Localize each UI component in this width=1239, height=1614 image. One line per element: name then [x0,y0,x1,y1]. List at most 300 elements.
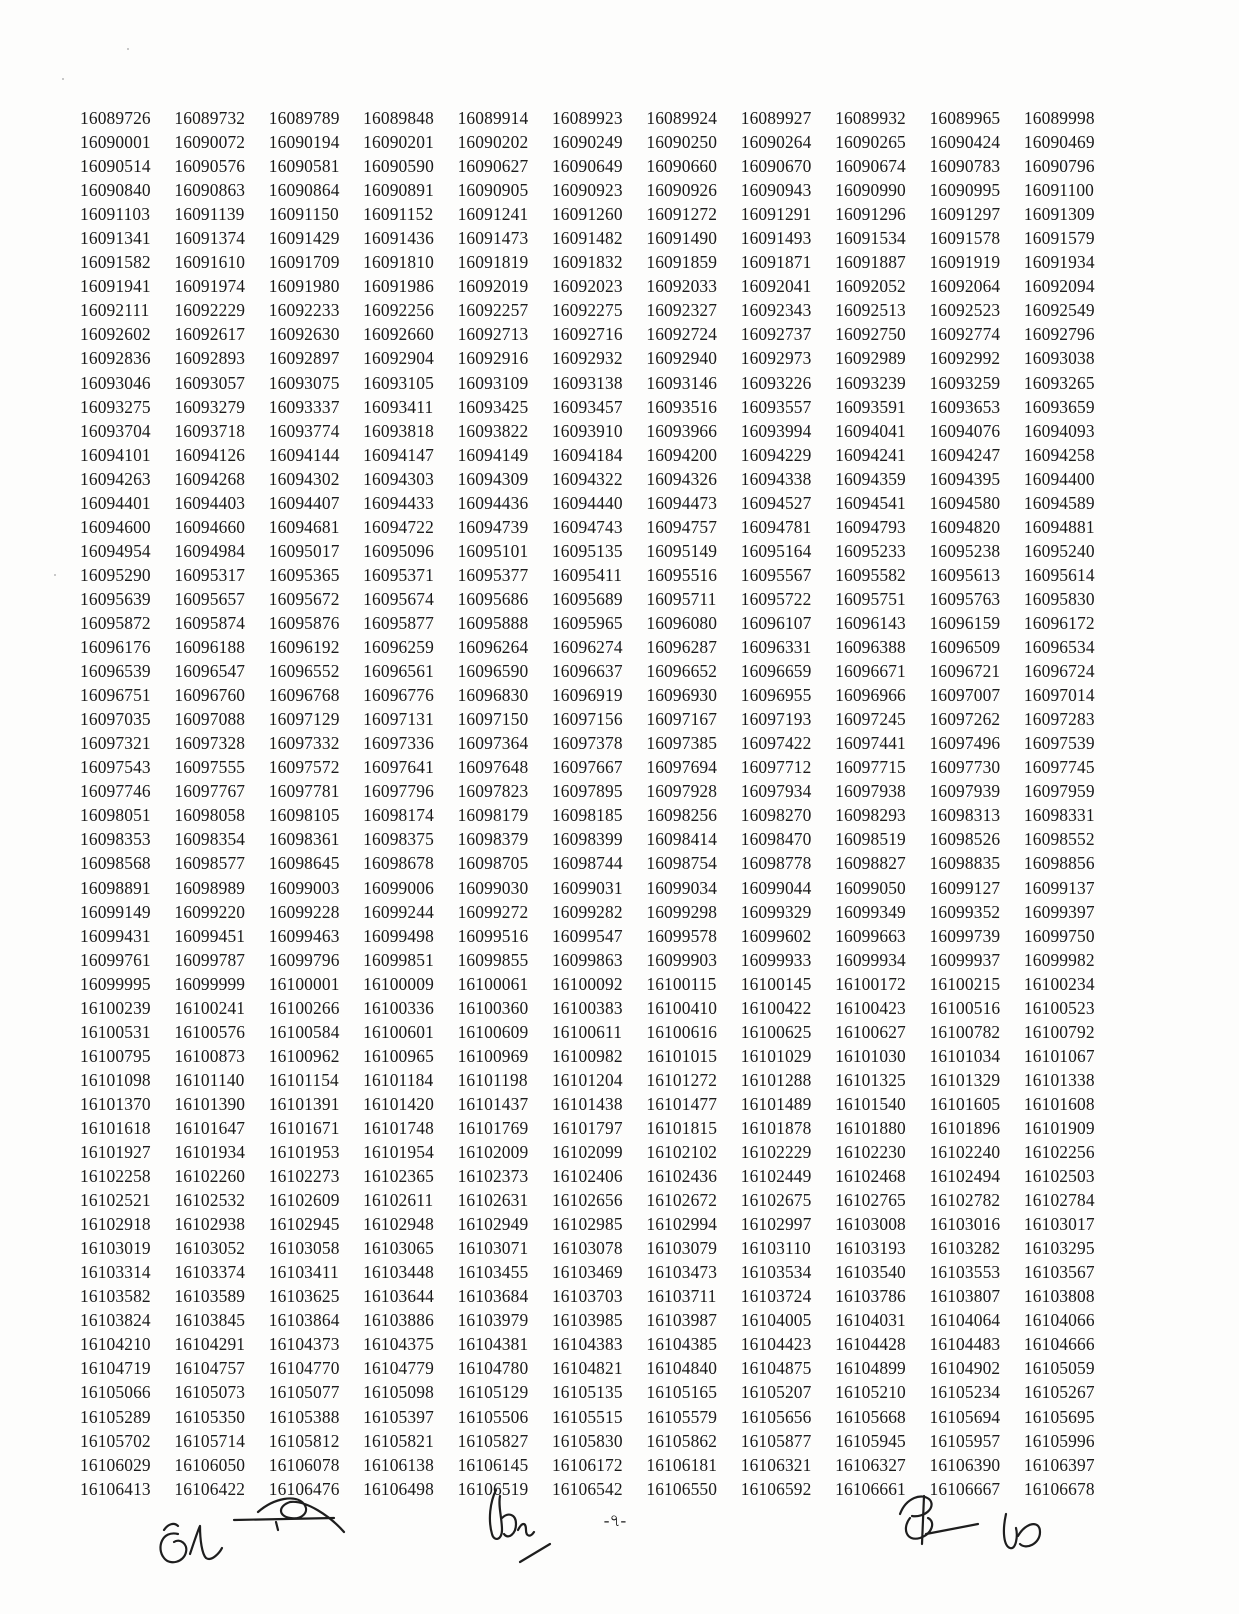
roll-number: 16092897 [268,348,340,369]
roll-number: 16095135 [551,540,623,561]
roll-number: 16104779 [363,1358,434,1379]
roll-number: 16092256 [363,300,434,321]
roll-number: 16095233 [835,540,906,561]
roll-number: 16091578 [929,228,1001,249]
roll-number: 16102099 [551,1142,623,1163]
roll-number: 16094722 [363,516,434,537]
roll-number: 16092602 [80,324,151,345]
roll-number: 16100584 [268,1021,340,1042]
roll-number: 16093910 [551,420,623,441]
roll-number: 16102436 [646,1166,718,1187]
roll-number: 16091941 [80,276,151,297]
roll-number: 16102260 [174,1166,246,1187]
roll-number: 16099750 [1023,925,1095,946]
roll-number: 16100215 [929,973,1001,994]
roll-number: 16106413 [80,1478,151,1499]
roll-number: 16105515 [551,1406,623,1427]
roll-number: 16106667 [929,1478,1001,1499]
roll-number: 16095149 [646,540,718,561]
roll-number: 16103684 [457,1286,529,1307]
roll-number: 16103314 [80,1262,151,1283]
roll-number: 16091534 [835,228,906,249]
roll-number: 16100792 [1023,1021,1095,1042]
scan-speck [54,574,56,576]
roll-number: 16095017 [268,540,340,561]
roll-number: 16089848 [363,108,434,128]
roll-number: 16099982 [1023,949,1095,970]
roll-number: 16095290 [80,564,151,585]
roll-number: 16097959 [1023,781,1095,802]
roll-number: 16095377 [457,564,529,585]
roll-number: 16101880 [835,1117,906,1138]
roll-number: 16103052 [174,1238,246,1259]
roll-number: 16099578 [646,925,718,946]
roll-number: 16096760 [174,685,246,706]
roll-number: 16100172 [835,973,906,994]
roll-number: 16094781 [740,516,812,537]
roll-number: 16092233 [268,300,340,321]
roll-number: 16105098 [363,1382,434,1403]
roll-number: 16096919 [551,685,623,706]
roll-number: 16103845 [174,1310,246,1331]
roll-number: 16105350 [174,1406,246,1427]
roll-number: 16103455 [457,1262,529,1283]
roll-number: 16105234 [929,1382,1001,1403]
roll-number: 16106476 [268,1478,340,1499]
roll-number: 16101605 [929,1093,1001,1114]
roll-number: 16095096 [363,540,434,561]
roll-number: 16105077 [268,1382,340,1403]
roll-number: 16105656 [740,1406,812,1427]
roll-number: 16097796 [363,781,434,802]
roll-number: 16102256 [1023,1142,1095,1163]
roll-number: 16097823 [457,781,529,802]
roll-number: 16095567 [740,564,812,585]
roll-number: 16103110 [740,1238,811,1259]
roll-number: 16091832 [551,252,623,273]
roll-number: 16095582 [835,564,906,585]
roll-number: 16101797 [551,1117,623,1138]
roll-number: 16104899 [835,1358,906,1379]
roll-number: 16098058 [174,805,246,826]
roll-number: 16092041 [740,276,812,297]
roll-number: 16093046 [80,372,151,393]
roll-number: 16093337 [268,396,340,417]
roll-number: 16092893 [174,348,246,369]
roll-number: 16095674 [363,588,434,609]
roll-number: 16090265 [835,132,906,153]
roll-number: 16097332 [268,733,340,754]
roll-number: 16091974 [174,276,246,297]
roll-number: 16098174 [363,805,434,826]
roll-number: 16097328 [174,733,246,754]
roll-number: 16094093 [1023,420,1095,441]
roll-number: 16095657 [174,588,246,609]
roll-number: 16097378 [551,733,623,754]
roll-number: 16103065 [363,1238,434,1259]
roll-number: 16094041 [835,420,906,441]
roll-number: 16093109 [457,372,529,393]
roll-number: 16100360 [457,997,529,1018]
roll-number: 16090202 [457,132,529,153]
roll-number: 16102765 [835,1190,906,1211]
roll-number: 16104210 [80,1334,151,1355]
roll-number: 16105207 [740,1382,812,1403]
roll-number: 16103711 [646,1286,717,1307]
roll-number: 16094580 [929,492,1001,513]
signature-left [150,1486,360,1576]
roll-number: 16093704 [80,420,151,441]
roll-number: 16091341 [80,228,151,249]
roll-number: 16100336 [363,997,434,1018]
roll-number: 16091297 [929,204,1001,225]
roll-number: 16089732 [174,108,246,128]
roll-number: 16094433 [363,492,434,513]
roll-number: 16104031 [835,1310,906,1331]
roll-number: 16104902 [929,1358,1001,1379]
roll-number: 16098270 [740,805,812,826]
roll-number: 16096547 [174,661,246,682]
roll-number: 16105506 [457,1406,529,1427]
roll-number: 16092111 [80,300,150,321]
roll-number: 16102406 [551,1166,623,1187]
roll-number: 16099937 [929,949,1001,970]
roll-number: 16102503 [1023,1166,1095,1187]
roll-number: 16098375 [363,829,434,850]
roll-number: 16106321 [740,1454,812,1475]
roll-number: 16101438 [551,1093,623,1114]
roll-number: 16095240 [1023,540,1095,561]
roll-number: 16093138 [551,372,623,393]
roll-number: 16102945 [268,1214,340,1235]
roll-number: 16097193 [740,709,812,730]
roll-number: 16103469 [551,1262,623,1283]
roll-number: 16091819 [457,252,529,273]
roll-number: 16102009 [457,1142,529,1163]
roll-number: 16100145 [740,973,812,994]
scan-speck [62,78,64,80]
roll-number: 16101198 [457,1069,528,1090]
roll-number: 16093653 [929,396,1001,417]
roll-number: 16096652 [646,661,718,682]
roll-number: 16103886 [363,1310,434,1331]
roll-number: 16099003 [268,877,340,898]
roll-number: 16096637 [551,661,623,682]
roll-number: 16089914 [457,108,529,128]
roll-number: 16095689 [551,588,623,609]
roll-number: 16098552 [1023,829,1095,850]
roll-number: 16098353 [80,829,151,850]
roll-number: 16101437 [457,1093,529,1114]
roll-number: 16091887 [835,252,906,273]
roll-number: 16095751 [835,588,906,609]
roll-number: 16096172 [1023,612,1095,633]
roll-number: 16089932 [835,108,906,128]
roll-number: 16092796 [1023,324,1095,345]
roll-number: 16091150 [268,204,339,225]
roll-number: 16091980 [268,276,340,297]
roll-number: 16096830 [457,685,529,706]
roll-number: 16105812 [268,1430,340,1451]
roll-number: 16101338 [1023,1069,1095,1090]
roll-number: 16099349 [835,901,906,922]
roll-number: 16094401 [80,492,151,513]
roll-number: 16092343 [740,300,812,321]
roll-number: 16101934 [174,1142,246,1163]
roll-number: 16096671 [835,661,906,682]
roll-number: 16090649 [551,156,623,177]
roll-number: 16091309 [1023,204,1095,225]
roll-number: 16099282 [551,901,623,922]
roll-number: 16094147 [363,444,434,465]
roll-number: 16091374 [174,228,246,249]
roll-number: 16097934 [740,781,812,802]
roll-number: 16096388 [835,637,906,658]
roll-number: 16100422 [740,997,812,1018]
roll-number: 16101608 [1023,1093,1095,1114]
roll-number: 16094326 [646,468,718,489]
roll-number: 16100410 [646,997,718,1018]
roll-number: 16093239 [835,372,906,393]
roll-number: 16098678 [363,853,434,874]
roll-number: 16099999 [174,973,246,994]
roll-number: 16097262 [929,709,1001,730]
roll-number: 16098891 [80,877,151,898]
roll-number: 16098293 [835,805,906,826]
roll-number: 16101647 [174,1117,246,1138]
roll-number: 16106678 [1023,1478,1095,1499]
roll-number: 16105957 [929,1430,1001,1451]
roll-number: 16096287 [646,637,718,658]
roll-number: 16098256 [646,805,718,826]
roll-number: 16103808 [1023,1286,1095,1307]
roll-number: 16099244 [363,901,434,922]
roll-number: 16099903 [646,949,718,970]
roll-number: 16103374 [174,1262,246,1283]
roll-number: 16101878 [740,1117,812,1138]
roll-number: 16090660 [646,156,718,177]
roll-number: 16102611 [363,1190,434,1211]
roll-number: 16097007 [929,685,1001,706]
roll-number: 16093822 [457,420,529,441]
roll-number: 16091296 [835,204,906,225]
roll-number: 16102938 [174,1214,246,1235]
roll-number: 16100616 [646,1021,718,1042]
roll-number: 16090627 [457,156,529,177]
roll-number: 16104423 [740,1334,812,1355]
roll-number: 16094144 [268,444,340,465]
roll-number: 16097131 [363,709,434,730]
roll-number: 16097730 [929,757,1001,778]
roll-number: 16105397 [363,1406,434,1427]
roll-number: 16094338 [740,468,812,489]
roll-number: 16095874 [174,612,246,633]
roll-number: 16097648 [457,757,529,778]
roll-number: 16090001 [80,132,151,153]
roll-number: 16100061 [457,973,529,994]
roll-number: 16097129 [268,709,340,730]
roll-number: 16102782 [929,1190,1001,1211]
roll-number: 16099863 [551,949,623,970]
roll-number: 16094258 [1023,444,1095,465]
roll-number: 16103448 [363,1262,434,1283]
roll-number: 16101391 [268,1093,340,1114]
roll-number: 16106138 [363,1454,434,1475]
roll-number: 16103985 [551,1310,623,1331]
roll-number-grid [80,106,1118,1501]
roll-number: 16095614 [1023,564,1095,585]
roll-number: 16101067 [1023,1045,1095,1066]
roll-number: 16091436 [363,228,434,249]
roll-number: 16094126 [174,444,246,465]
roll-number: 16095164 [740,540,812,561]
roll-number: 16097746 [80,781,151,802]
roll-number: 16095722 [740,588,812,609]
roll-number: 16096107 [740,612,812,633]
roll-number: 16093279 [174,396,246,417]
roll-number: 16094303 [363,468,434,489]
roll-number: 16098470 [740,829,812,850]
roll-number: 16103411 [268,1262,339,1283]
roll-number: 16100795 [80,1045,151,1066]
roll-number: 16103540 [835,1262,906,1283]
roll-number: 16100092 [551,973,623,994]
roll-number: 16099739 [929,925,1001,946]
roll-number: 16096143 [835,612,906,633]
roll-number: 16097364 [457,733,529,754]
roll-number: 16099851 [363,949,434,970]
roll-number: 16100266 [268,997,340,1018]
roll-number: 16094984 [174,540,246,561]
roll-number: 16092257 [457,300,529,321]
roll-number: 16091579 [1023,228,1095,249]
roll-number: 16101370 [80,1093,151,1114]
roll-number: 16090863 [174,180,246,201]
roll-number: 16095876 [268,612,340,633]
roll-number: 16104373 [268,1334,340,1355]
roll-number: 16099463 [268,925,340,946]
roll-number: 16097283 [1023,709,1095,730]
roll-number: 16091934 [1023,252,1095,273]
roll-number: 16094681 [268,516,340,537]
roll-number: 16091919 [929,252,1001,273]
roll-number: 16093038 [1023,348,1095,369]
roll-number: 16101329 [929,1069,1001,1090]
roll-number: 16097014 [1023,685,1095,706]
roll-number: 16103786 [835,1286,906,1307]
roll-number: 16094184 [551,444,623,465]
roll-number: 16092940 [646,348,718,369]
roll-number: 16096590 [457,661,529,682]
roll-number: 16101954 [363,1142,434,1163]
roll-number: 16101953 [268,1142,340,1163]
roll-number: 16106542 [551,1478,623,1499]
roll-number: 16097572 [268,757,340,778]
roll-number: 16089789 [268,108,340,128]
roll-number: 16105668 [835,1406,906,1427]
roll-number: 16100601 [363,1021,434,1042]
roll-number: 16106550 [646,1478,718,1499]
roll-number: 16098414 [646,829,718,850]
roll-number: 16098519 [835,829,906,850]
roll-number: 16099298 [646,901,718,922]
roll-number: 16102229 [740,1142,812,1163]
roll-number: 16103987 [646,1310,718,1331]
roll-number: 16092052 [835,276,906,297]
roll-number: 16105073 [174,1382,246,1403]
roll-number: 16093994 [740,420,812,441]
roll-number: 16104375 [363,1334,434,1355]
roll-number: 16102273 [268,1166,340,1187]
roll-number: 16090249 [551,132,623,153]
roll-number: 16103019 [80,1238,151,1259]
roll-number: 16093105 [363,372,434,393]
roll-number: 16091103 [80,204,151,225]
roll-number: 16098313 [929,805,1001,826]
roll-number: 16101748 [363,1117,434,1138]
roll-number: 16105267 [1023,1382,1095,1403]
roll-number: 16090514 [80,156,151,177]
roll-number: 16097245 [835,709,906,730]
roll-number: 16101390 [174,1093,246,1114]
roll-number: 16091871 [740,252,812,273]
roll-number: 16098051 [80,805,151,826]
roll-number: 16100576 [174,1021,246,1042]
roll-number: 16103589 [174,1286,246,1307]
roll-number: 16091810 [363,252,434,273]
roll-number: 16094101 [80,444,151,465]
roll-number: 16102102 [646,1142,718,1163]
roll-number: 16101769 [457,1117,529,1138]
roll-number: 16093557 [740,396,812,417]
roll-number: 16093411 [363,396,434,417]
roll-number: 16105996 [1023,1430,1095,1451]
roll-number: 16103807 [929,1286,1001,1307]
roll-number: 16104385 [646,1334,718,1355]
roll-number: 16090072 [174,132,246,153]
roll-number: 16092019 [457,276,529,297]
roll-number: 16098856 [1023,853,1095,874]
roll-number: 16102258 [80,1166,151,1187]
roll-number: 16104666 [1023,1334,1095,1355]
roll-number: 16100516 [929,997,1001,1018]
roll-number: 16098399 [551,829,623,850]
roll-number: 16095317 [174,564,246,585]
roll-number: 16092033 [646,276,718,297]
signature-middle [480,1478,570,1578]
roll-number: 16099352 [929,901,1001,922]
roll-number: 16102656 [551,1190,623,1211]
roll-number: 16089924 [646,108,718,128]
roll-number: 16098577 [174,853,246,874]
roll-number: 16103644 [363,1286,434,1307]
roll-number: 16098331 [1023,805,1095,826]
roll-number: 16090864 [268,180,340,201]
roll-number: 16099329 [740,901,812,922]
roll-number: 16090943 [740,180,812,201]
roll-number: 16089923 [551,108,623,128]
roll-number: 16090469 [1023,132,1095,153]
roll-number: 16091709 [268,252,340,273]
roll-number: 16096539 [80,661,151,682]
roll-number: 16096274 [551,637,623,658]
roll-number: 16089998 [1023,108,1095,128]
roll-number: 16100239 [80,997,151,1018]
roll-number: 16095888 [457,612,529,633]
roll-number: 16094149 [457,444,529,465]
roll-number: 16101489 [740,1093,812,1114]
roll-number: 16102494 [929,1166,1001,1187]
